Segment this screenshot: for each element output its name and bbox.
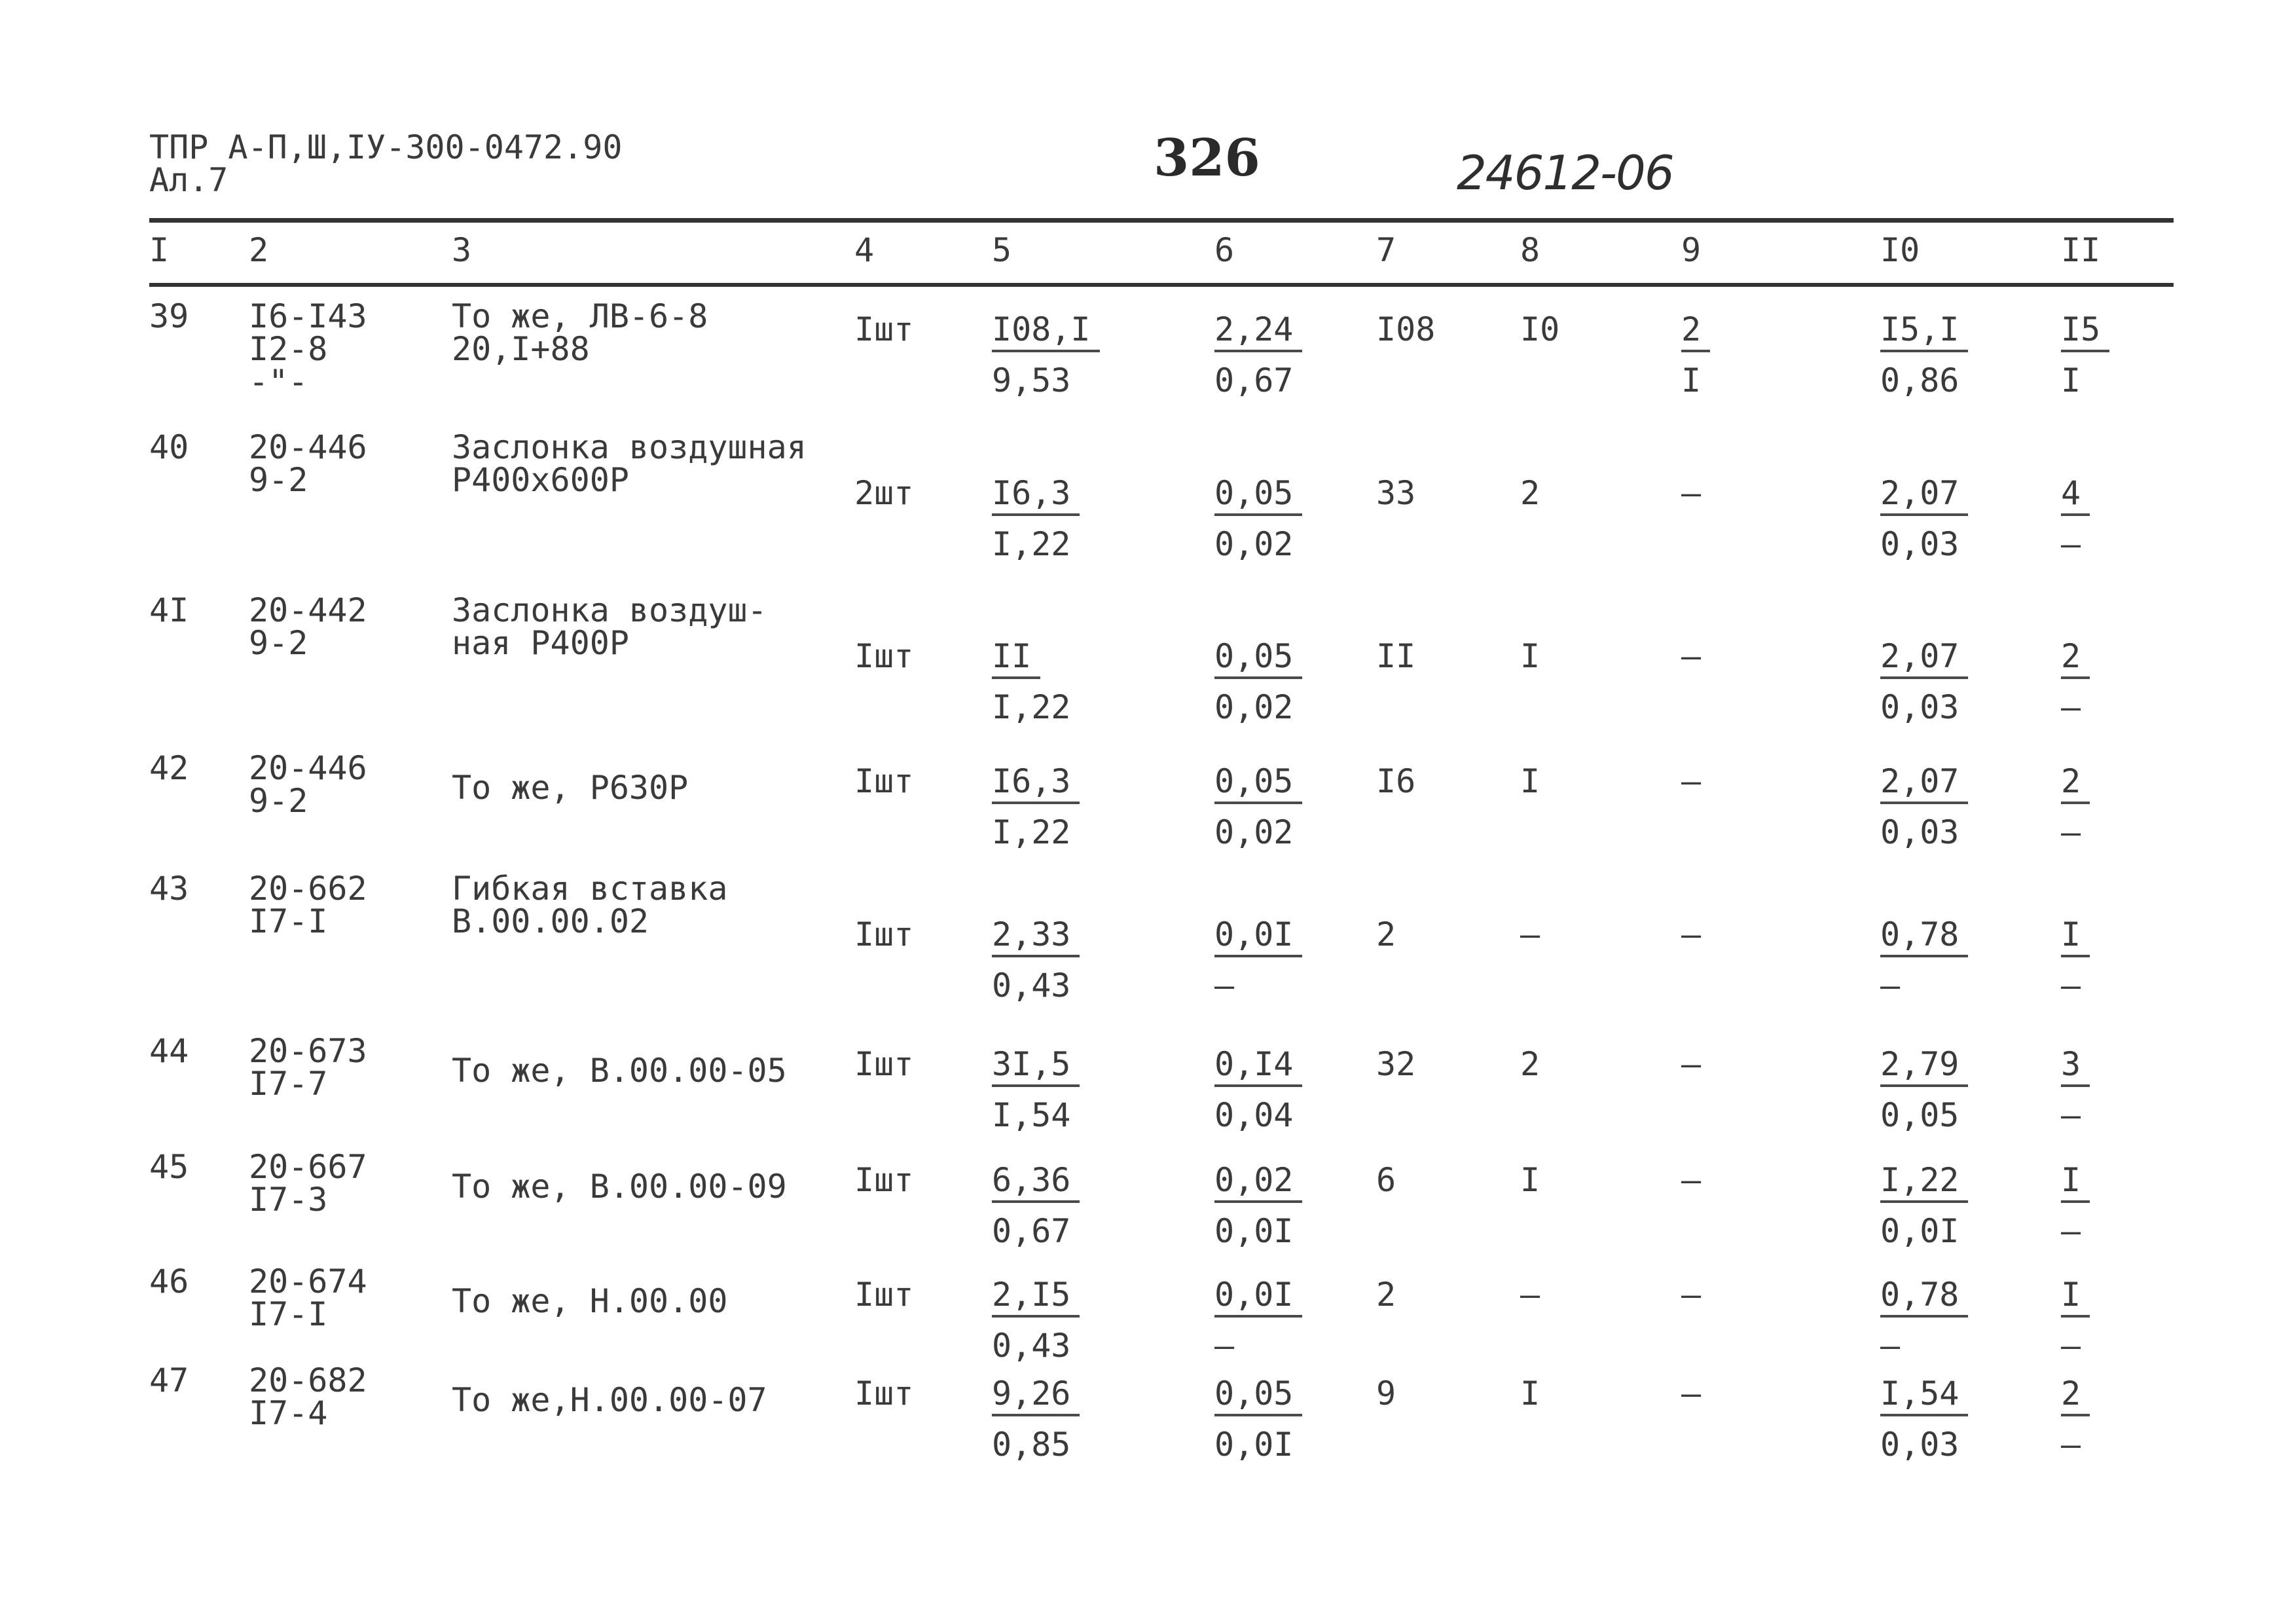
col6-value-denominator: –: [1214, 1327, 1235, 1365]
price-code: 20-674: [249, 1263, 367, 1301]
col10-value-denominator: 0,03: [1880, 813, 1959, 851]
col5-value: [992, 474, 1080, 563]
col5-value-denominator: 9,53: [992, 361, 1071, 399]
unit-quantity: Iшт: [854, 762, 914, 800]
price-code: I7-I: [249, 1295, 328, 1333]
row-number: 47: [149, 1361, 189, 1399]
col5-value: [992, 1276, 1080, 1365]
col5-value-numerator: I6,3: [992, 765, 1080, 804]
col6-value-numerator: 0,05: [1214, 477, 1302, 516]
col9-value: [1681, 310, 1710, 399]
col11-value-denominator: –: [2061, 1096, 2081, 1134]
col11-value: [2061, 310, 2109, 399]
item-description: В.00.00.02: [452, 902, 649, 940]
col5-value-denominator: I,22: [992, 688, 1071, 726]
item-description: То же, В.00.00-09: [452, 1168, 787, 1206]
col8-value: I: [1520, 637, 1540, 675]
col9-value: –: [1681, 1375, 1702, 1412]
col6-value: [1214, 637, 1302, 726]
col6-value-denominator: 0,02: [1214, 688, 1294, 726]
price-code: 20-662: [249, 870, 367, 908]
col10-value-numerator: 0,78: [1880, 918, 1968, 957]
col11-value: [2061, 474, 2090, 563]
col11-value-denominator: –: [2061, 967, 2081, 1005]
col10-value: [1880, 1161, 1968, 1250]
col6-value: [1214, 1045, 1302, 1134]
col7-value: 2: [1376, 1276, 1396, 1314]
price-code: I7-4: [249, 1394, 328, 1432]
price-code: I7-I: [249, 902, 328, 940]
table-header-rule: [149, 283, 2174, 287]
col9-value: –: [1681, 637, 1702, 675]
item-description: Заслонка воздуш-: [452, 591, 767, 629]
price-code: I6-I43: [249, 297, 367, 335]
col6-value-numerator: 0,02: [1214, 1164, 1302, 1203]
col10-value: [1880, 310, 1968, 399]
price-code: I2-8: [249, 330, 328, 368]
col10-value-numerator: I,54: [1880, 1377, 1968, 1416]
col11-value: [2061, 762, 2090, 851]
column-header-6: 6: [1214, 231, 1235, 269]
col6-value-denominator: –: [1214, 967, 1235, 1005]
col9-value: –: [1681, 1276, 1702, 1314]
column-header-5: 5: [992, 231, 1012, 269]
col10-value: [1880, 1276, 1968, 1365]
col6-value-denominator: 0,0I: [1214, 1212, 1294, 1250]
col11-value: [2061, 1276, 2090, 1365]
unit-quantity: Iшт: [854, 1161, 914, 1199]
col5-value-numerator: 3I,5: [992, 1048, 1080, 1087]
column-header-8: 8: [1520, 231, 1540, 269]
col5-value: [992, 1045, 1080, 1134]
col6-value-denominator: 0,02: [1214, 525, 1294, 563]
document-designation: [149, 128, 623, 199]
col11-value: [2061, 1045, 2090, 1134]
col11-value-denominator: –: [2061, 525, 2081, 563]
price-code: 20-667: [249, 1148, 367, 1186]
unit-quantity: 2шт: [854, 474, 914, 512]
page-number: 326: [1154, 128, 1260, 188]
col5-value-numerator: II: [992, 640, 1040, 679]
unit-quantity: Iшт: [854, 637, 914, 675]
col10-value-numerator: 2,07: [1880, 765, 1968, 804]
unit-quantity: Iшт: [854, 915, 914, 953]
col7-value: 6: [1376, 1161, 1396, 1199]
col10-value-denominator: –: [1880, 1327, 1901, 1365]
col6-value-denominator: 0,04: [1214, 1096, 1294, 1134]
col10-value-denominator: 0,86: [1880, 361, 1959, 399]
col6-value-numerator: 0,05: [1214, 765, 1302, 804]
col8-value: I: [1520, 1161, 1540, 1199]
col11-value: [2061, 1161, 2090, 1250]
item-description: То же, В.00.00-05: [452, 1052, 787, 1090]
price-code: 20-673: [249, 1032, 367, 1070]
col10-value-denominator: 0,03: [1880, 688, 1959, 726]
row-number: 43: [149, 870, 189, 908]
column-header-7: 7: [1376, 231, 1396, 269]
col6-value-denominator: 0,02: [1214, 813, 1294, 851]
col9-value: –: [1681, 915, 1702, 953]
col6-value: [1214, 915, 1302, 1005]
col9-value: –: [1681, 1045, 1702, 1083]
col10-value-denominator: 0,05: [1880, 1096, 1959, 1134]
row-number: 45: [149, 1148, 189, 1186]
row-number: 44: [149, 1032, 189, 1070]
column-header-9: 9: [1681, 231, 1702, 269]
price-code: -"-: [249, 363, 308, 401]
col9-value: –: [1681, 474, 1702, 512]
col7-value: I6: [1376, 762, 1416, 800]
col5-value: [992, 1161, 1080, 1250]
col11-value-denominator: –: [2061, 813, 2081, 851]
col11-value: [2061, 1375, 2090, 1464]
col10-value-numerator: I,22: [1880, 1164, 1968, 1203]
col10-value: [1880, 915, 1968, 1005]
col5-value: [992, 1375, 1080, 1464]
item-description: Р400х600Р: [452, 461, 629, 499]
col10-value-numerator: 0,78: [1880, 1278, 1968, 1318]
col8-value: –: [1520, 1276, 1540, 1314]
col6-value: [1214, 1161, 1302, 1250]
col10-value: [1880, 1045, 1968, 1134]
column-header-11: II: [2061, 231, 2101, 269]
handwritten-sheet-code: 24612-06: [1457, 145, 1673, 200]
col7-value: II: [1376, 637, 1416, 675]
col5-value-denominator: 0,67: [992, 1212, 1071, 1250]
col10-value: [1880, 474, 1968, 563]
price-code: 20-446: [249, 428, 367, 466]
col6-value-numerator: 0,0I: [1214, 918, 1302, 957]
col11-value-denominator: –: [2061, 1426, 2081, 1464]
unit-quantity: Iшт: [854, 1045, 914, 1083]
col5-value-denominator: I,22: [992, 525, 1071, 563]
price-code: 20-442: [249, 591, 367, 629]
col9-value: –: [1681, 1161, 1702, 1199]
item-description: То же, ЛВ-6-8: [452, 297, 708, 335]
row-number: 46: [149, 1263, 189, 1301]
column-header-4: 4: [854, 231, 875, 269]
col5-value-numerator: 9,26: [992, 1377, 1080, 1416]
col11-value-numerator: I: [2061, 1278, 2090, 1318]
col6-value: [1214, 762, 1302, 851]
col11-value-denominator: –: [2061, 688, 2081, 726]
col5-value-denominator: 0,85: [992, 1426, 1071, 1464]
col10-value-denominator: 0,03: [1880, 525, 1959, 563]
row-number: 39: [149, 297, 189, 335]
price-code: 9-2: [249, 782, 308, 820]
column-header-2: 2: [249, 231, 269, 269]
col6-value-numerator: 0,I4: [1214, 1048, 1302, 1087]
col8-value: 2: [1520, 1045, 1540, 1083]
price-code: 9-2: [249, 461, 308, 499]
col11-value-numerator: 4: [2061, 477, 2090, 516]
col5-value-numerator: 2,I5: [992, 1278, 1080, 1318]
column-header-3: 3: [452, 231, 472, 269]
col7-value: 9: [1376, 1375, 1396, 1412]
col10-value: [1880, 637, 1968, 726]
col6-value-numerator: 2,24: [1214, 313, 1302, 352]
col10-value-numerator: 2,07: [1880, 477, 1968, 516]
col6-value: [1214, 310, 1302, 399]
col5-value-numerator: I6,3: [992, 477, 1080, 516]
price-code: I7-7: [249, 1065, 328, 1103]
col11-value-numerator: 3: [2061, 1048, 2090, 1087]
col5-value: [992, 310, 1100, 399]
col11-value-denominator: –: [2061, 1212, 2081, 1250]
table-top-rule: [149, 218, 2174, 223]
price-code: 20-682: [249, 1361, 367, 1399]
row-number: 42: [149, 749, 189, 787]
col9-value-numerator: 2: [1681, 313, 1710, 352]
col6-value-denominator: 0,67: [1214, 361, 1294, 399]
doc-code: ТПР А-П,Ш,IУ-300-0472.90: [149, 128, 623, 166]
col5-value-denominator: I,54: [992, 1096, 1071, 1134]
col5-value-numerator: 2,33: [992, 918, 1080, 957]
column-header-1: I: [149, 231, 170, 269]
row-number: 4I: [149, 591, 189, 629]
col5-value-denominator: 0,43: [992, 1327, 1071, 1365]
col10-value-numerator: 2,79: [1880, 1048, 1968, 1087]
col10-value: [1880, 1375, 1968, 1464]
col5-value-numerator: 6,36: [992, 1164, 1080, 1203]
price-code: 9-2: [249, 624, 308, 662]
col8-value: –: [1520, 915, 1540, 953]
item-description: То же,Н.00.00-07: [452, 1381, 767, 1419]
col10-value-numerator: 2,07: [1880, 640, 1968, 679]
col10-value: [1880, 762, 1968, 851]
col8-value: I: [1520, 762, 1540, 800]
col9-value-denominator: I: [1681, 361, 1702, 399]
col11-value-numerator: 2: [2061, 1377, 2090, 1416]
item-description: 20,I+88: [452, 330, 590, 368]
col5-value: [992, 637, 1071, 726]
item-description: Заслонка воздушная: [452, 428, 807, 466]
col11-value-numerator: I: [2061, 918, 2090, 957]
col6-value-numerator: 0,05: [1214, 1377, 1302, 1416]
col8-value: I0: [1520, 310, 1560, 348]
item-description: Гибкая вставка: [452, 870, 728, 908]
col11-value-numerator: 2: [2061, 640, 2090, 679]
price-code: 20-446: [249, 749, 367, 787]
col7-value: 32: [1376, 1045, 1416, 1083]
item-description: ная Р400Р: [452, 624, 629, 662]
col9-value: –: [1681, 762, 1702, 800]
col7-value: I08: [1376, 310, 1436, 348]
item-description: То же, Н.00.00: [452, 1282, 728, 1320]
col11-value-numerator: I5: [2061, 313, 2109, 352]
col11-value: [2061, 637, 2090, 726]
unit-quantity: Iшт: [854, 1276, 914, 1314]
col7-value: 2: [1376, 915, 1396, 953]
col11-value: [2061, 915, 2090, 1005]
col6-value-denominator: 0,0I: [1214, 1426, 1294, 1464]
row-number: 40: [149, 428, 189, 466]
col11-value-numerator: 2: [2061, 765, 2090, 804]
col10-value-numerator: I5,I: [1880, 313, 1968, 352]
unit-quantity: Iшт: [854, 1375, 914, 1412]
col8-value: I: [1520, 1375, 1540, 1412]
col5-value-denominator: I,22: [992, 813, 1071, 851]
col10-value-denominator: 0,03: [1880, 1426, 1959, 1464]
col8-value: 2: [1520, 474, 1540, 512]
item-description: То же, Р630Р: [452, 769, 689, 807]
col11-value-denominator: –: [2061, 1327, 2081, 1365]
col11-value-numerator: I: [2061, 1164, 2090, 1203]
column-header-10: I0: [1880, 231, 1920, 269]
col5-value: [992, 762, 1080, 851]
col5-value-denominator: 0,43: [992, 967, 1071, 1005]
album-number: Ал.7: [149, 161, 228, 199]
col5-value-numerator: I08,I: [992, 313, 1100, 352]
col7-value: 33: [1376, 474, 1416, 512]
col6-value: [1214, 1375, 1302, 1464]
unit-quantity: Iшт: [854, 310, 914, 348]
col10-value-denominator: –: [1880, 967, 1901, 1005]
col11-value-denominator: I: [2061, 361, 2081, 399]
col5-value: [992, 915, 1080, 1005]
price-code: I7-3: [249, 1181, 328, 1219]
col6-value-numerator: 0,05: [1214, 640, 1302, 679]
col10-value-denominator: 0,0I: [1880, 1212, 1959, 1250]
col6-value: [1214, 1276, 1302, 1365]
col6-value-numerator: 0,0I: [1214, 1278, 1302, 1318]
col6-value: [1214, 474, 1302, 563]
